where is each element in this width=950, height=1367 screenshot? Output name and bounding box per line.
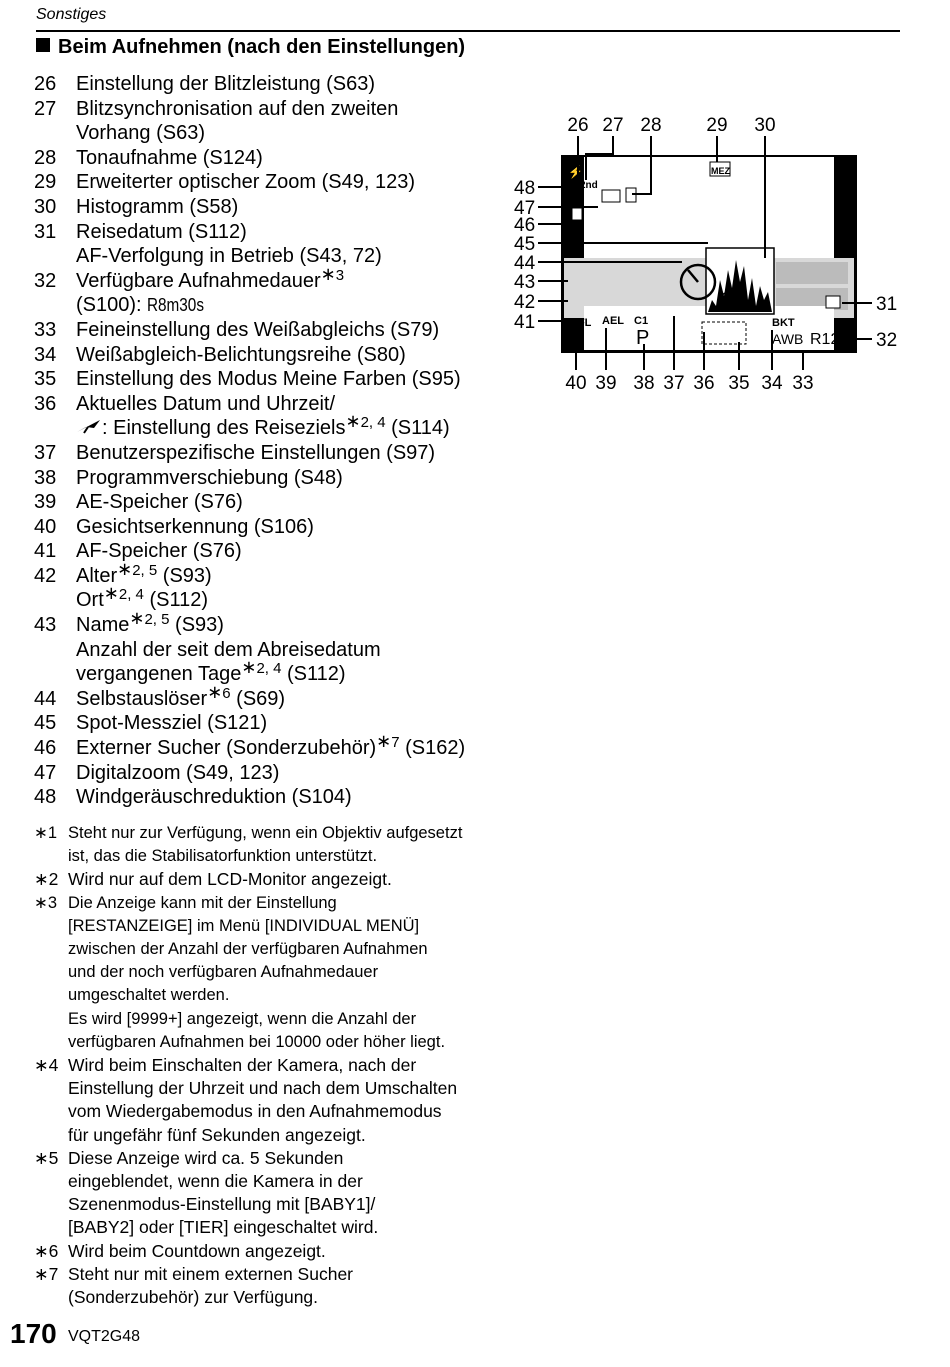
item-number: 38 — [34, 466, 57, 489]
lcd-display-diagram — [506, 110, 906, 400]
item-text: AF-Verfolgung in Betrieb (S43, 72) — [76, 245, 382, 268]
footnote-text: Steht nur zur Verfügung, wenn ein Objektiv aufgesetzt — [68, 824, 463, 842]
callout-46: 46 — [514, 215, 536, 236]
item-text: (S93) — [169, 614, 224, 637]
footnote-text: vom Wiedergabemodus in den Aufnahmemodus — [68, 1101, 442, 1122]
asterisk: ∗ — [207, 681, 223, 702]
callout-30: 30 — [754, 115, 776, 136]
footnote-key: 1 — [47, 824, 58, 842]
asterisk: ∗ — [320, 263, 336, 284]
item-number: 29 — [34, 171, 57, 194]
item-text: Tonaufnahme (S124) — [76, 146, 263, 169]
callout-29: 29 — [706, 115, 728, 136]
section-title-text: Beim Aufnehmen (nach den Einstellungen) — [58, 36, 466, 58]
footnote — [34, 1147, 514, 1240]
callout-31: 31 — [876, 294, 898, 315]
callout-35: 35 — [728, 373, 750, 394]
item-number: 45 — [34, 712, 57, 735]
item-text: (S112) — [281, 663, 346, 686]
header-rule — [36, 30, 900, 32]
page-number: 170 — [10, 1318, 57, 1349]
footnote-text: eingeblendet, wenn die Kamera in der — [68, 1171, 363, 1192]
item-text: Einstellung des Modus Meine Farben (S95) — [76, 368, 461, 391]
item-text: (S114) — [385, 417, 450, 440]
second-curtain-label: 2nd — [580, 180, 598, 191]
item-number: 32 — [34, 269, 57, 292]
item-text: Aktuelles Datum und Uhrzeit/ — [76, 392, 336, 415]
callout-27: 27 — [602, 115, 624, 136]
list-item — [34, 466, 514, 491]
item-number: 31 — [34, 220, 57, 243]
callout-37: 37 — [663, 373, 685, 394]
item-number: 46 — [34, 737, 57, 760]
footnote-text: Szenenmodus-Einstellung mit [BABY1]/ — [68, 1194, 376, 1215]
footnote-ref: 7 — [391, 734, 400, 752]
afl-label: AFL — [570, 317, 592, 329]
item-number: 43 — [34, 614, 57, 637]
item-number: 37 — [34, 441, 57, 464]
ael-label: AEL — [602, 315, 624, 327]
item-list — [34, 72, 514, 810]
list-item — [34, 318, 514, 343]
item-text: Feineinstellung des Weißabgleichs (S79) — [76, 318, 440, 341]
footnote-key: 3 — [47, 893, 58, 912]
section-label: Sonstiges — [36, 6, 107, 23]
footnote — [34, 822, 514, 868]
callout-41: 41 — [514, 312, 536, 333]
footnote-ref: 6 — [222, 684, 231, 702]
item-number: 39 — [34, 491, 57, 514]
timer-digits: 10 — [720, 289, 743, 311]
item-text: Ort — [76, 589, 104, 612]
callout-43: 43 — [514, 272, 536, 293]
footnote-text: [RESTANZEIGE] im Menü [INDIVIDUAL MENÜ] — [68, 916, 420, 935]
list-item — [34, 72, 514, 97]
item-text: (S69) — [230, 687, 286, 710]
footnotes — [34, 822, 514, 1309]
item-text: Verfügbare Aufnahmedauer — [76, 269, 321, 292]
item-text: Weißabgleich-Belichtungsreihe (S80) — [76, 343, 406, 366]
callout-36: 36 — [693, 373, 715, 394]
item-number: 33 — [34, 318, 57, 341]
list-item — [34, 170, 514, 195]
footnote — [34, 1054, 514, 1147]
item-number: 41 — [34, 540, 57, 563]
footnote-key: 7 — [48, 1263, 59, 1284]
item-text: Spot-Messziel (S121) — [76, 712, 268, 735]
item-number: 40 — [34, 515, 57, 538]
list-item — [34, 195, 514, 220]
item-text: Selbstauslöser — [76, 687, 208, 710]
item-text: Blitzsynchronisation auf den zweiten — [76, 97, 399, 120]
flash-icon: ⚡ — [568, 165, 583, 179]
footnote — [34, 1263, 514, 1309]
item-text: Programmverschiebung (S48) — [76, 466, 343, 489]
list-item — [34, 608, 514, 687]
asterisk: ∗ — [117, 558, 133, 579]
bkt-label: BKT — [772, 317, 795, 329]
item-text: (S100): — [76, 294, 142, 317]
list-item — [34, 785, 514, 810]
item-number: 26 — [34, 73, 57, 95]
item-number: 36 — [34, 392, 57, 415]
callout-34: 34 — [761, 373, 783, 394]
footnote-key: 4 — [48, 1055, 59, 1076]
footnote-text: Steht nur mit einem externen Sucher — [68, 1263, 354, 1284]
footnote-ref: 3 — [335, 266, 345, 284]
asterisk: ∗ — [345, 411, 361, 432]
asterisk: ∗ — [241, 657, 257, 678]
list-item — [34, 220, 514, 269]
asterisk: ∗ — [34, 893, 48, 912]
item-number: 30 — [34, 195, 57, 218]
footnote-ref: 2, 5 — [132, 561, 158, 579]
asterisk: ∗ — [34, 1147, 49, 1168]
item-text: Name — [76, 614, 130, 637]
item-text: Reisedatum (S112) — [76, 220, 247, 243]
footnote-text: Wird beim Countdown angezeigt. — [68, 1240, 326, 1261]
item-number: 44 — [34, 687, 57, 710]
asterisk: ∗ — [34, 869, 49, 890]
item-text: (S162) — [399, 737, 466, 760]
asterisk: ∗ — [103, 583, 119, 604]
footnote-text: Einstellung der Uhrzeit und nach dem Umschalten — [68, 1078, 458, 1099]
callout-47: 47 — [514, 198, 536, 219]
callout-44: 44 — [514, 253, 536, 274]
item-text: AF-Speicher (S76) — [76, 540, 242, 563]
optical-zoom-icon — [602, 190, 620, 202]
item-text: : Einstellung des Reiseziels — [102, 417, 346, 440]
awb-label: AWB — [772, 331, 804, 347]
section-title — [36, 36, 465, 59]
item-text: AE-Speicher (S76) — [76, 491, 243, 514]
footnote-text: und der noch verfügbaren Aufnahmedauer — [68, 963, 379, 982]
callout-40: 40 — [565, 373, 587, 394]
item-text: Erweiterter optischer Zoom (S49, 123) — [76, 171, 416, 194]
item-text: (S93) — [157, 564, 212, 587]
footnote-ref: 2, 4 — [118, 586, 144, 604]
item-text: Histogramm (S58) — [76, 195, 239, 218]
item-text: (S112) — [143, 589, 209, 612]
item-text: Digitalzoom (S49, 123) — [76, 761, 280, 784]
list-item — [34, 711, 514, 736]
item-text: Externer Sucher (Sonderzubehör) — [76, 737, 377, 760]
list-item — [34, 392, 514, 441]
item-text: Benutzerspezifische Einstellungen (S97) — [76, 441, 436, 464]
screen-gray-band-right — [776, 262, 848, 284]
item-text: Anzahl der seit dem Abreisedatum — [76, 638, 381, 661]
item-text: Vorhang (S63) — [76, 122, 205, 145]
callout-42: 42 — [514, 292, 536, 313]
callout-26: 26 — [567, 115, 589, 136]
travel-icon — [826, 296, 840, 308]
list-item — [34, 539, 514, 564]
callout-28: 28 — [640, 115, 662, 136]
square-bullet-icon — [36, 38, 50, 52]
footnote-text: Wird beim Einschalten der Kamera, nach der — [68, 1055, 417, 1076]
item-text: vergangenen Tage — [76, 663, 242, 686]
item-number: 34 — [34, 343, 57, 366]
footnote-text: ist, das die Stabilisatorfunktion unterstützt. — [68, 847, 378, 866]
footnote-key: 5 — [48, 1147, 59, 1168]
ext-finder-icon — [572, 208, 582, 220]
item-number: 48 — [34, 786, 57, 809]
document-code: VQT2G48 — [68, 1328, 141, 1345]
list-item — [34, 146, 514, 171]
remaining-label: R12 — [810, 331, 840, 348]
asterisk: ∗ — [34, 824, 48, 842]
asterisk: ∗ — [129, 608, 145, 629]
item-text: Alter — [76, 564, 118, 587]
list-item — [34, 441, 514, 466]
asterisk: ∗ — [34, 1240, 49, 1261]
callout-39: 39 — [595, 373, 617, 394]
item-text: Gesichtserkennung (S106) — [76, 515, 314, 538]
footnote-text: Die Anzeige kann mit der Einstellung — [68, 893, 337, 912]
callout-48: 48 — [514, 178, 536, 199]
footnote — [34, 892, 514, 1054]
footnote-text: Wird nur auf dem LCD-Monitor angezeigt. — [68, 869, 392, 890]
footnote-key: 2 — [48, 869, 59, 890]
footnote-ref: 2, 4 — [256, 660, 282, 678]
list-item — [34, 681, 514, 712]
footnote-ref: 2, 4 — [360, 414, 386, 432]
item-number: 35 — [34, 368, 57, 391]
item-text: Windgeräuschreduktion (S104) — [76, 786, 352, 809]
list-item — [34, 761, 514, 786]
footnote — [34, 868, 514, 891]
footnote-text: verfügbaren Aufnahmen bei 10000 oder höher liegt. — [68, 1032, 446, 1051]
list-item — [34, 490, 514, 515]
footnote-text: Es wird [9999+] angezeigt, wenn die Anzahl der — [68, 1009, 417, 1028]
callout-33: 33 — [792, 373, 814, 394]
program-label: P — [636, 327, 650, 349]
list-item — [34, 515, 514, 540]
item-number: 42 — [34, 564, 57, 587]
footnote-text: (Sonderzubehör) zur Verfügung. — [68, 1287, 319, 1308]
item-number: 28 — [34, 146, 57, 169]
footnote-text: umgeschaltet werden. — [68, 986, 230, 1005]
list-item — [34, 97, 514, 146]
list-item — [34, 558, 514, 613]
list-item — [34, 731, 514, 761]
footnote-text: zwischen der Anzahl der verfügbaren Aufnahmen — [68, 940, 428, 959]
item-text: Einstellung der Blitzleistung (S63) — [76, 73, 376, 95]
asterisk: ∗ — [34, 1055, 49, 1076]
callout-45: 45 — [514, 234, 536, 255]
item-number: 47 — [34, 761, 57, 784]
asterisk: ∗ — [34, 1263, 49, 1284]
list-item — [34, 263, 514, 318]
callout-32: 32 — [876, 330, 898, 351]
footnote-ref: 2, 5 — [144, 611, 170, 629]
callout-38: 38 — [633, 373, 655, 394]
c1-label: C1 — [634, 315, 649, 327]
item-number: 27 — [34, 97, 57, 120]
footnote-key: 6 — [48, 1240, 59, 1261]
duration-example: R8m30s — [147, 295, 205, 316]
footnote — [34, 1240, 514, 1263]
asterisk: ∗ — [376, 731, 392, 752]
footnote-text: für ungefähr fünf Sekunden angezeigt. — [68, 1124, 366, 1145]
airplane-icon — [76, 418, 102, 434]
footnote-text: [BABY2] oder [TIER] eingeschaltet wird. — [68, 1217, 379, 1238]
ext-zoom-label: MEZ — [711, 166, 730, 176]
list-item — [34, 367, 514, 392]
footnote-text: Diese Anzeige wird ca. 5 Sekunden — [68, 1147, 344, 1168]
list-item — [34, 343, 514, 368]
